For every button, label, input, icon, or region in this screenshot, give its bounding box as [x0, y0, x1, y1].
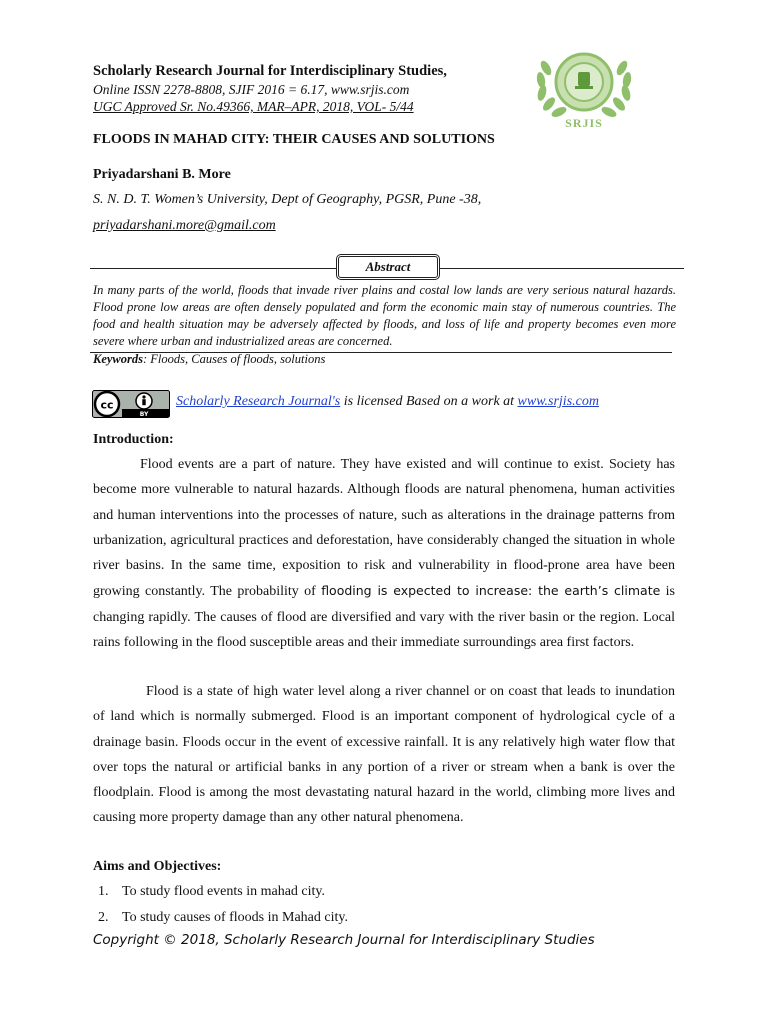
list-item: [98, 884, 325, 900]
svg-text:cc: cc: [100, 398, 114, 412]
copyright-footer: Copyright © 2018, Scholarly Research Journal for Interdisciplinary Studies: [93, 932, 595, 948]
para1-text-end: is changing rapidly. The causes of flood are diversified and vary with the river basin or the region. Local rains following in the flood susceptible areas and their immediate surroundings area first factors.: [93, 584, 675, 651]
srjis-logo: [528, 48, 640, 130]
journal-link[interactable]: Scholarly Research Journal's: [176, 394, 341, 409]
introduction-paragraph-1: [93, 452, 675, 655]
author-affiliation: S. N. D. T. Women’s University, Dept of Geography, PGSR, Pune -38,: [93, 192, 482, 207]
cc-badge-text: BY: [139, 411, 149, 418]
list-item-text: To study flood events in mahad city.: [122, 884, 326, 899]
site-link[interactable]: www.srjis.com: [517, 394, 599, 409]
keywords-line: [93, 352, 325, 367]
list-item: [98, 910, 348, 926]
abstract-divider-left: [90, 268, 336, 269]
abstract-divider-right: [440, 268, 684, 269]
journal-ugc-line: UGC Approved Sr. No.49366, MAR–APR, 2018, VOL- 5/44: [93, 99, 414, 114]
license-line: [176, 394, 599, 410]
introduction-paragraph-2: Flood is a state of high water level along a river channel or on coast that leads to inundation of land which is normally submerged. Flood is an important component of hydrological cycle of a drainage basin. Floods occur in the event of excessive rainfall. It is any relatively high water flow that over tops the natural or artificial banks in any portion of a river or stream when a bank is over the floodplain. Flood is among the most devastating natural hazard in the world, climbing more lives and causing more property damage than any other natural phenomena.: [93, 684, 675, 826]
aims-heading: Aims and Objectives:: [93, 859, 222, 874]
abstract-text: In many parts of the world, floods that invade river plains and costal low lands are very serious natural hazards. Flood prone low areas are often densely populated and form the economic main stay of numerous countries. The food and health situation may be adversely affected by floods, and loss of life and property becomes even more severe where urban and industrialized areas are concerned.: [93, 283, 676, 348]
para1-text-start: Flood events are a part of nature. They have existed and will continue to exist. Society has become more vulnerable to natural hazards. Although floods are natural phenomena, human activities and human interventions into the processes of nature, such as alterations in the drainage patterns from urbanization, agricultural practices and deforestation, have considerably changed the situation in whole river basins. In the same time, exposition to risk and vulnerability in flood-prone area have been growing constantly. The probability of: [93, 457, 675, 600]
author-email[interactable]: priyadarshani.more@gmail.com: [93, 218, 276, 233]
keywords-label: Keywords: [93, 352, 143, 366]
license-middle-text: is licensed Based on a work at: [340, 394, 518, 409]
abstract-label: Abstract: [365, 259, 411, 274]
logo-text: SRJIS: [565, 116, 603, 130]
list-item-text: To study causes of floods in Mahad city.: [122, 910, 348, 925]
list-item-number: 2.: [98, 910, 109, 925]
abstract-label-box: [336, 254, 440, 280]
creative-commons-by-icon[interactable]: [92, 390, 170, 418]
list-item-number: 1.: [98, 884, 109, 899]
para1-text-sans: flooding is expected to increase: the earth’s climate: [321, 583, 661, 599]
author-name: Priyadarshani B. More: [93, 167, 231, 182]
introduction-heading: Introduction:: [93, 432, 174, 447]
journal-issn-line: Online ISSN 2278-8808, SJIF 2016 = 6.17, www.srjis.com: [93, 82, 410, 97]
keywords-list: : Floods, Causes of floods, solutions: [143, 352, 326, 366]
paper-title: FLOODS IN MAHAD CITY: THEIR CAUSES AND SOLUTIONS: [93, 132, 495, 147]
journal-title: Scholarly Research Journal for Interdisciplinary Studies,: [93, 63, 447, 79]
